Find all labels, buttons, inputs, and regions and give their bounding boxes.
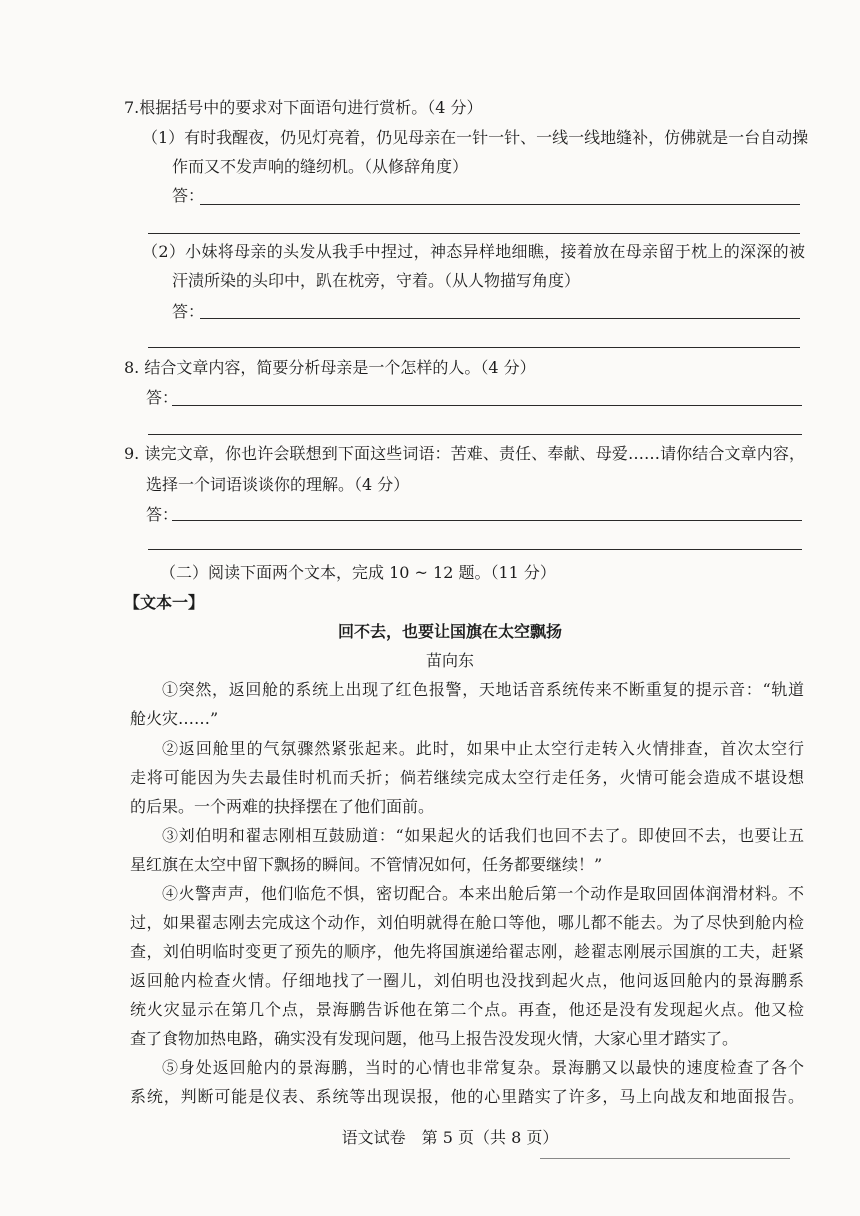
- q9-answer-line-1[interactable]: [172, 520, 802, 521]
- text1-label: 【文本一】: [124, 593, 205, 612]
- paragraph-4-line-4: 返回舱内检查火情。仔细地找了一圈儿，刘伯明也没找到起火点，他问返回舱内的景海鹏系: [130, 971, 804, 990]
- q7-part1-answer-label: 答：: [172, 186, 205, 205]
- article-author: 苗向东: [425, 651, 474, 670]
- q9-stem-line2: 选择一个词语谈谈你的理解。（4 分）: [146, 475, 410, 494]
- paragraph-3-line-2: 星红旗在太空中留下飘扬的瞬间。不管情况如何，任务都要继续！”: [130, 855, 603, 874]
- paragraph-2-line-2: 走将可能因为失去最佳时机而夭折；倘若继续完成太空行走任务，火情可能会造成不堪设想: [130, 768, 804, 787]
- q7-part2-answer-label: 答：: [172, 302, 205, 321]
- page-footer: 语文试卷 第 5 页（共 8 页）: [341, 1128, 559, 1147]
- q8-answer-line-2[interactable]: [148, 434, 802, 435]
- paragraph-1-line-2: 舱火灾……”: [130, 709, 219, 728]
- paragraph-1-line-1: ①突然，返回舱的系统上出现了红色报警，天地话音系统传来不断重复的提示音：“轨道: [162, 680, 804, 699]
- paragraph-4-line-6: 查了食物加热电路，确实没有发现问题，他马上报告没发现火情，大家心里才踏实了。: [130, 1029, 739, 1048]
- section2-intro: （二）阅读下面两个文本，完成 10 ~ 12 题。（11 分）: [160, 563, 556, 582]
- paragraph-5-line-2: 系统，判断可能是仪表、系统等出现误报，他的心里踏实了许多，马上向战友和地面报告。: [130, 1087, 804, 1106]
- q7-part2-answer-line-2[interactable]: [148, 347, 800, 348]
- q7-part2-line1: （2）小妹将母亲的头发从我手中捏过，神态异样地细瞧，接着放在母亲留于枕上的深深的被: [142, 242, 805, 261]
- paragraph-4-line-5: 统火灾显示在第几个点，景海鹏告诉他在第二个点。再查，他还是没有发现起火点。他又检: [130, 1000, 804, 1019]
- q7-part1-line2: 作而又不发声响的缝纫机。（从修辞角度）: [172, 157, 469, 176]
- q9-answer-label: 答：: [146, 505, 179, 524]
- q8-answer-label: 答：: [146, 388, 179, 407]
- paragraph-2-line-3: 的后果。一个两难的抉择摆在了他们面前。: [130, 797, 435, 816]
- q7-stem: 7.根据括号中的要求对下面语句进行赏析。（4 分）: [124, 98, 483, 117]
- q7-part1-answer-line-2[interactable]: [148, 233, 800, 234]
- q9-answer-line-2[interactable]: [148, 549, 802, 550]
- footer-divider: [540, 1158, 790, 1159]
- article-title: 回不去，也要让国旗在太空飘扬: [337, 622, 562, 641]
- q7-part2-answer-line-1[interactable]: [200, 318, 800, 319]
- q7-part1-answer-line-1[interactable]: [200, 204, 800, 205]
- paragraph-4-line-3: 查，刘伯明临时变更了预先的顺序，他先将国旗递给翟志刚，趁翟志刚展示国旗的工夫，赶紧: [130, 942, 804, 961]
- paragraph-3-line-1: ③刘伯明和翟志刚相互鼓励道：“如果起火的话我们也回不去了。即使回不去，也要让五: [162, 826, 804, 845]
- q9-stem-line1: 9. 读完文章，你也许会联想到下面这些词语：苦难、责任、奉献、母爱……请你结合文章内容，: [124, 444, 805, 463]
- paragraph-5-line-1: ⑤身处返回舱内的景海鹏，当时的心情也非常复杂。景海鹏又以最快的速度检查了各个: [162, 1058, 804, 1077]
- q8-answer-line-1[interactable]: [172, 405, 802, 406]
- paragraph-4-line-2: 过，如果翟志刚去完成这个动作，刘伯明就得在舱口等他，哪儿都不能去。为了尽快到舱内检: [130, 913, 804, 932]
- q7-part1-line1: （1）有时我醒夜，仍见灯亮着，仍见母亲在一针一针、一线一线地缝补，仿佛就是一台自动操: [142, 128, 809, 147]
- q7-part2-line2: 汗渍所染的头印中，趴在枕旁，守着。（从人物描写角度）: [172, 271, 581, 290]
- paragraph-4-line-1: ④火警声声，他们临危不惧，密切配合。本来出舱后第一个动作是取回固体润滑材料。不: [162, 884, 804, 903]
- paragraph-2-line-1: ②返回舱里的气氛骤然紧张起来。此时，如果中止太空行走转入火情排查，首次太空行: [162, 739, 804, 758]
- q8-stem: 8. 结合文章内容，简要分析母亲是一个怎样的人。（4 分）: [124, 358, 536, 377]
